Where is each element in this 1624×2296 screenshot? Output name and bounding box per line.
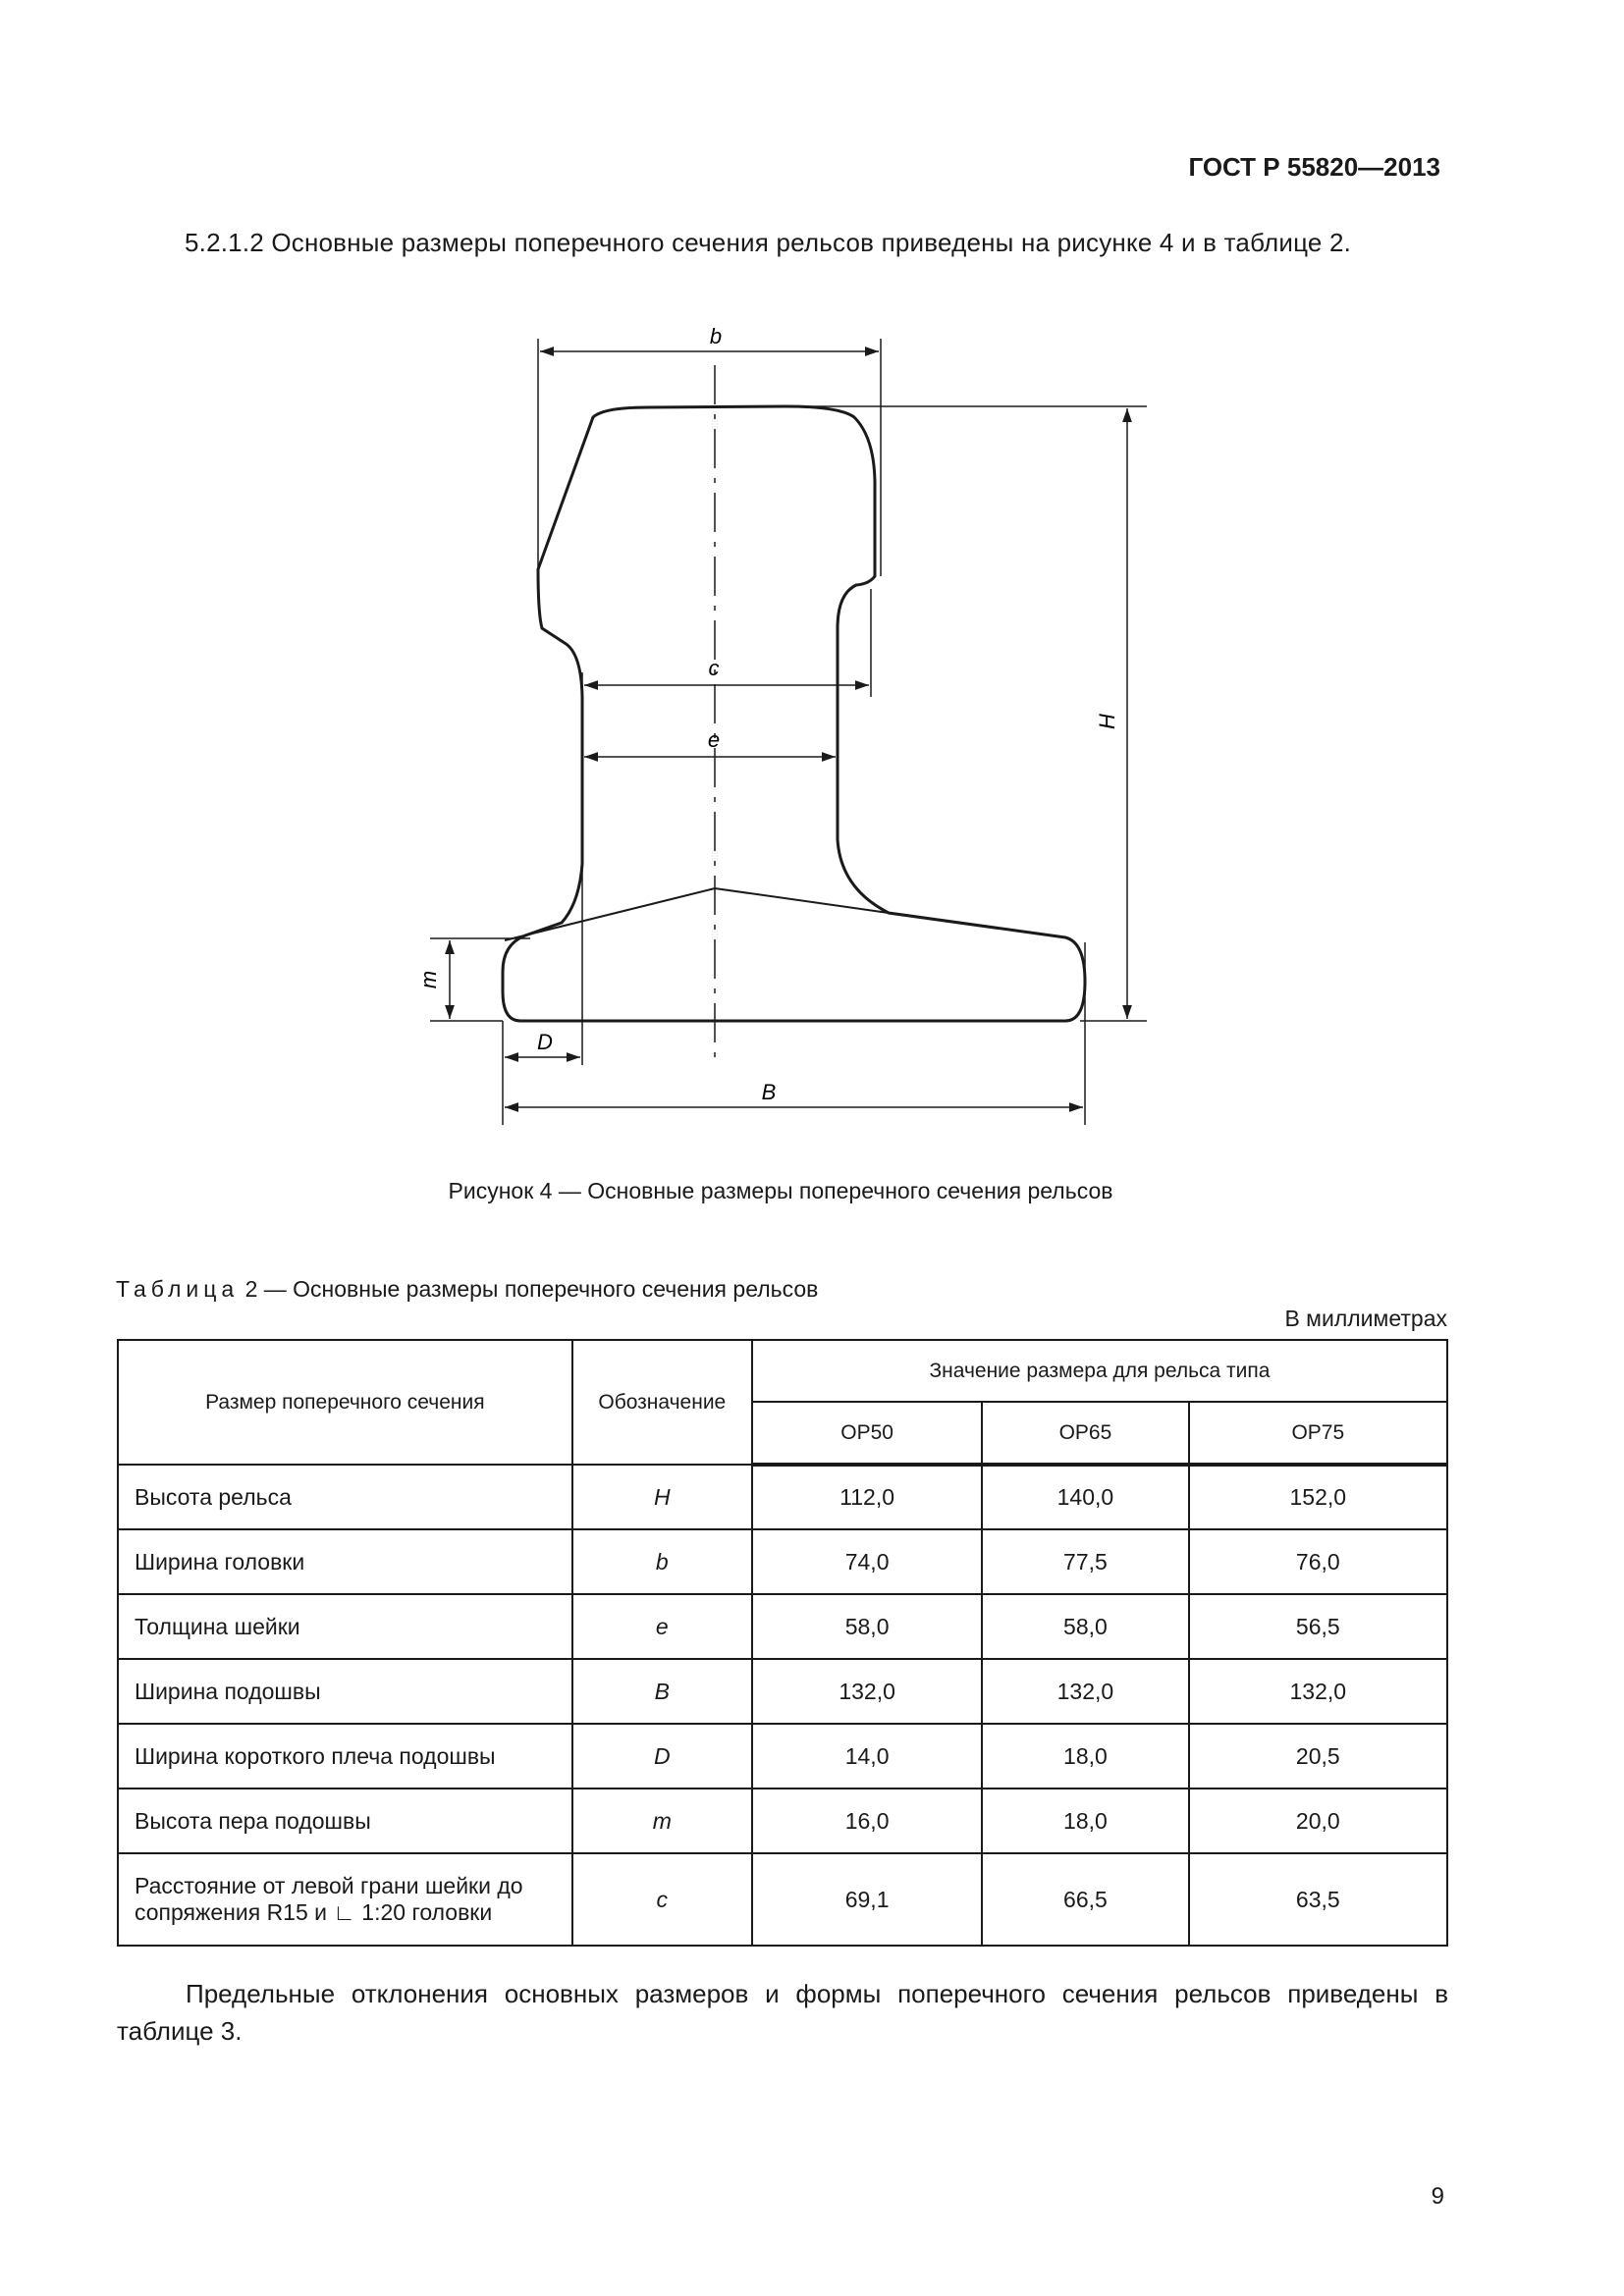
header-type: ОР75 (1189, 1402, 1447, 1465)
row-name: Высота пера подошвы (118, 1789, 572, 1853)
row-name-line: Расстояние от левой грани шейки до (135, 1873, 523, 1898)
foot-inner-line (505, 888, 889, 940)
table-row (118, 1724, 1447, 1789)
header-value-group: Значение размера для рельса типа (752, 1340, 1447, 1402)
header-symbol: Обозначение (572, 1340, 752, 1465)
row-value: 63,5 (1189, 1853, 1447, 1946)
rail-profile-outline (503, 406, 1085, 1021)
row-value: 74,0 (752, 1529, 982, 1594)
row-value: 112,0 (752, 1465, 982, 1529)
row-value: 132,0 (982, 1659, 1188, 1724)
row-name: Высота рельса (118, 1465, 572, 1529)
table-row (118, 1529, 1447, 1594)
row-symbol: m (572, 1789, 752, 1853)
table-row (118, 1789, 1447, 1853)
row-symbol: H (572, 1465, 752, 1529)
row-value: 132,0 (1189, 1659, 1447, 1724)
row-name: Толщина шейки (118, 1594, 572, 1659)
label-B: B (761, 1080, 777, 1104)
row-symbol: b (572, 1529, 752, 1594)
header-type: ОР65 (982, 1402, 1188, 1465)
intro-paragraph: 5.2.1.2 Основные размеры поперечного сечения рельсов приведены на рисунке 4 и в таблице 2. (185, 228, 1352, 257)
row-value: 18,0 (982, 1724, 1188, 1789)
row-symbol: D (572, 1724, 752, 1789)
header-type: ОР50 (752, 1402, 982, 1465)
row-value: 69,1 (752, 1853, 982, 1946)
row-name: Ширина подошвы (118, 1659, 572, 1724)
figure-caption: Рисунок 4 — Основные размеры поперечного сечения рельсов (448, 1178, 1113, 1203)
footer-paragraph: Предельные отклонения основных размеров и формы поперечного сечения рельсов приведены в таблице 3. (117, 1979, 1448, 2046)
label-D: D (537, 1030, 553, 1054)
row-name (118, 1853, 572, 1946)
row-value: 20,0 (1189, 1789, 1447, 1853)
table-row (118, 1659, 1447, 1724)
row-name-line: сопряжения R15 и ∟ 1:20 головки (135, 1899, 493, 1925)
doc-code: ГОСТ Р 55820—2013 (1188, 152, 1440, 182)
row-value: 152,0 (1189, 1465, 1447, 1529)
label-c: c (708, 656, 720, 680)
row-value: 58,0 (982, 1594, 1188, 1659)
row-name: Ширина короткого плеча подошвы (118, 1724, 572, 1789)
table-title-rest: 2 — Основные размеры поперечного сечения рельсов (239, 1276, 819, 1302)
page-number: 9 (1431, 2183, 1444, 2210)
row-symbol: B (572, 1659, 752, 1724)
row-name: Ширина головки (118, 1529, 572, 1594)
row-value: 56,5 (1189, 1594, 1447, 1659)
table-row (118, 1465, 1447, 1529)
row-value: 140,0 (982, 1465, 1188, 1529)
label-m: m (416, 970, 441, 989)
row-value: 132,0 (752, 1659, 982, 1724)
label-e: e (707, 727, 721, 752)
row-value: 16,0 (752, 1789, 982, 1853)
label-H: H (1095, 714, 1119, 729)
row-value: 20,5 (1189, 1724, 1447, 1789)
row-value: 58,0 (752, 1594, 982, 1659)
row-value: 77,5 (982, 1529, 1188, 1594)
table-row (118, 1594, 1447, 1659)
header-size: Размер поперечного сечения (118, 1340, 572, 1465)
row-value: 66,5 (982, 1853, 1188, 1946)
row-symbol: c (572, 1853, 752, 1946)
row-value: 76,0 (1189, 1529, 1447, 1594)
table-title-prefix: Таблица (116, 1276, 240, 1302)
table-row (118, 1853, 1447, 1946)
table-units: В миллиметрах (1284, 1306, 1447, 1331)
row-value: 14,0 (752, 1724, 982, 1789)
table-title (116, 1276, 818, 1303)
dimensions-table (117, 1339, 1448, 1947)
row-value: 18,0 (982, 1789, 1188, 1853)
row-symbol: e (572, 1594, 752, 1659)
label-b: b (709, 324, 723, 348)
